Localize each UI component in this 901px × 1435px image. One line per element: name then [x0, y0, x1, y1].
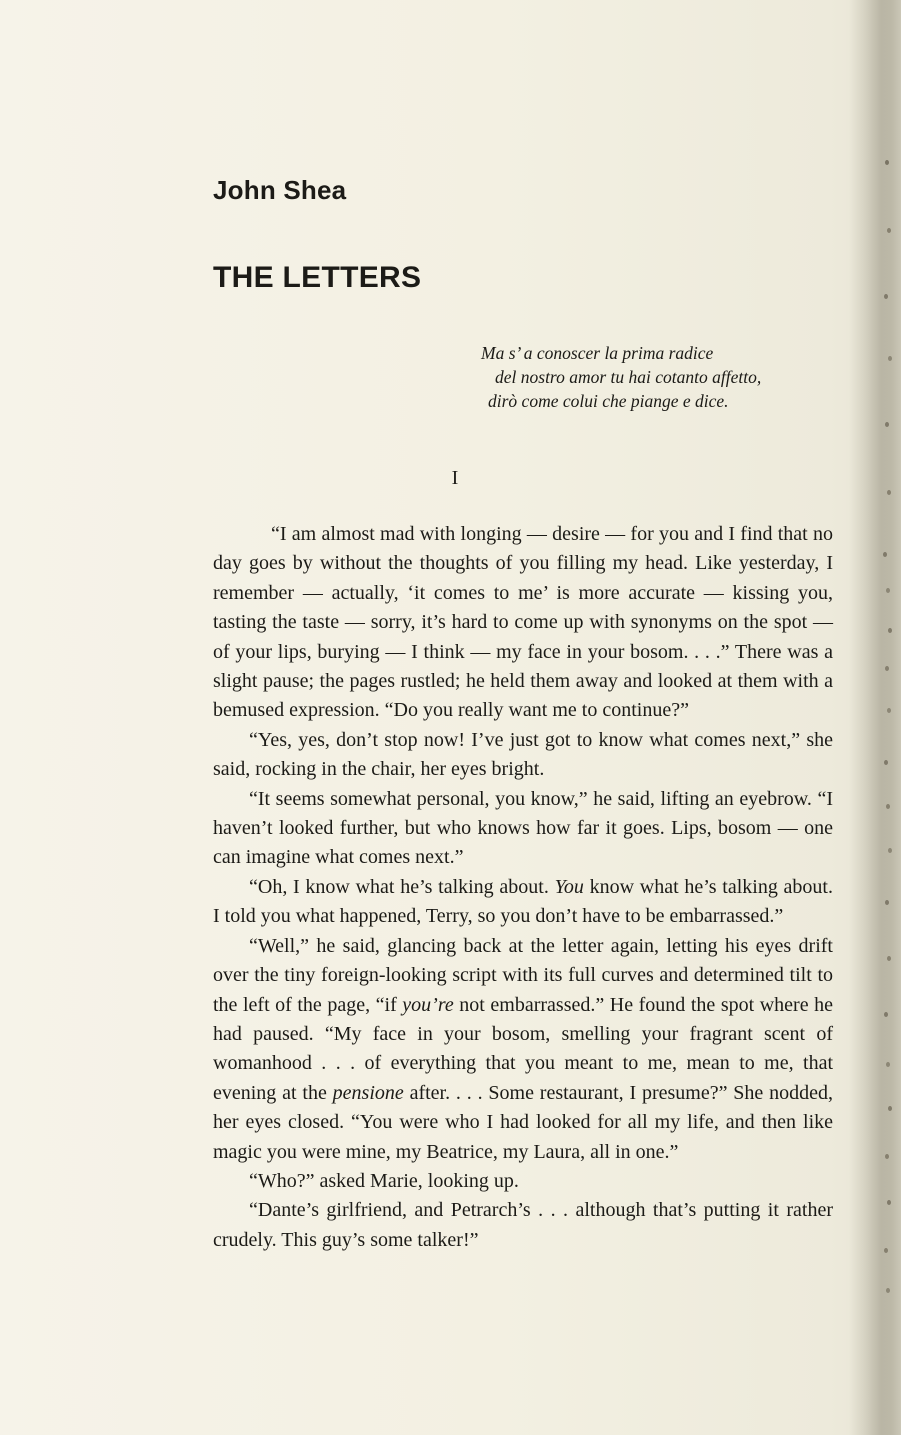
story-title: THE LETTERS: [213, 261, 422, 294]
text-run: “It seems somewhat personal, you know,” he said, lifting an eyebrow. “I haven’t looked further, but who knows how far it goes. Lips, bosom — one can imagine what comes next.”: [213, 787, 833, 869]
text-run: after. . . . Some restaurant, I presume?” She nodded, her eyes closed. “You were who I had looked for all my life, and then like magic you were mine, my Beatrice, my Laura, all in one.”: [213, 1081, 833, 1163]
epigraph-line: del nostro amor tu hai cotanto affetto,: [495, 367, 762, 387]
italic-text-run: you’re: [402, 993, 454, 1016]
page-content: [213, 0, 833, 1255]
epigraph: [481, 341, 833, 413]
text-run: “I am almost mad with longing — desire — for you and I find that no day goes by without the thoughts of you filling my head. Like yesterday, I remember — actually, ‘it comes to me’ is more accurate — kissing you, tasting the taste — sorry, it’s hard to come up with synonyms on the spot — of your lips, burying — I think — my face in your bosom. . . .” There was a slight pause; the pages rustled; he held them away and looked at them with a bemused expression. “Do you really want me to continue?”: [213, 523, 833, 722]
epigraph-line: dirò come colui che piange e dice.: [488, 391, 729, 411]
text-run: “Who?” asked Marie, looking up.: [249, 1169, 519, 1192]
paragraph: [213, 873, 833, 932]
paragraph: [213, 932, 833, 1167]
paragraph: [213, 1196, 833, 1255]
text-run: know what he’s talking about. I told you what happened, Terry, so you don’t have to be embarrassed.”: [213, 875, 833, 928]
text-run: “Oh, I know what he’s talking about.: [249, 875, 555, 898]
epigraph-line: Ma s’ a conoscer la prima radice: [481, 343, 714, 363]
section-number: I: [451, 467, 459, 489]
text-run: “Dante’s girlfriend, and Petrarch’s . . . although that’s putting it rather crudely. This guy’s some talker!”: [213, 1199, 833, 1251]
story-body: [213, 520, 833, 1255]
text-run: “Well,” he said, glancing back at the letter again, letting his eyes drift over the tiny foreign-looking script with its full curves and determined tilt to the left of the page, “if: [213, 934, 833, 1016]
paragraph: [213, 785, 833, 873]
scan-artifacts: [885, 160, 889, 165]
text-run: not embarrassed.” He found the spot where he had paused. “My face in your bosom, smelling your fragrant scent of womanhood . . . of everything that you meant to me, mean to me, that evening at the: [213, 993, 833, 1104]
italic-text-run: You: [554, 875, 584, 898]
paragraph: [213, 520, 833, 726]
page-edge-shadow: [849, 0, 901, 1435]
paragraph: [213, 1167, 833, 1196]
text-run: “Yes, yes, don’t stop now! I’ve just got to know what comes next,” she said, rocking in the chair, her eyes bright.: [213, 728, 833, 781]
paragraph: [213, 726, 833, 785]
author-name: John Shea: [213, 175, 347, 205]
italic-text-run: pensione: [332, 1081, 404, 1104]
